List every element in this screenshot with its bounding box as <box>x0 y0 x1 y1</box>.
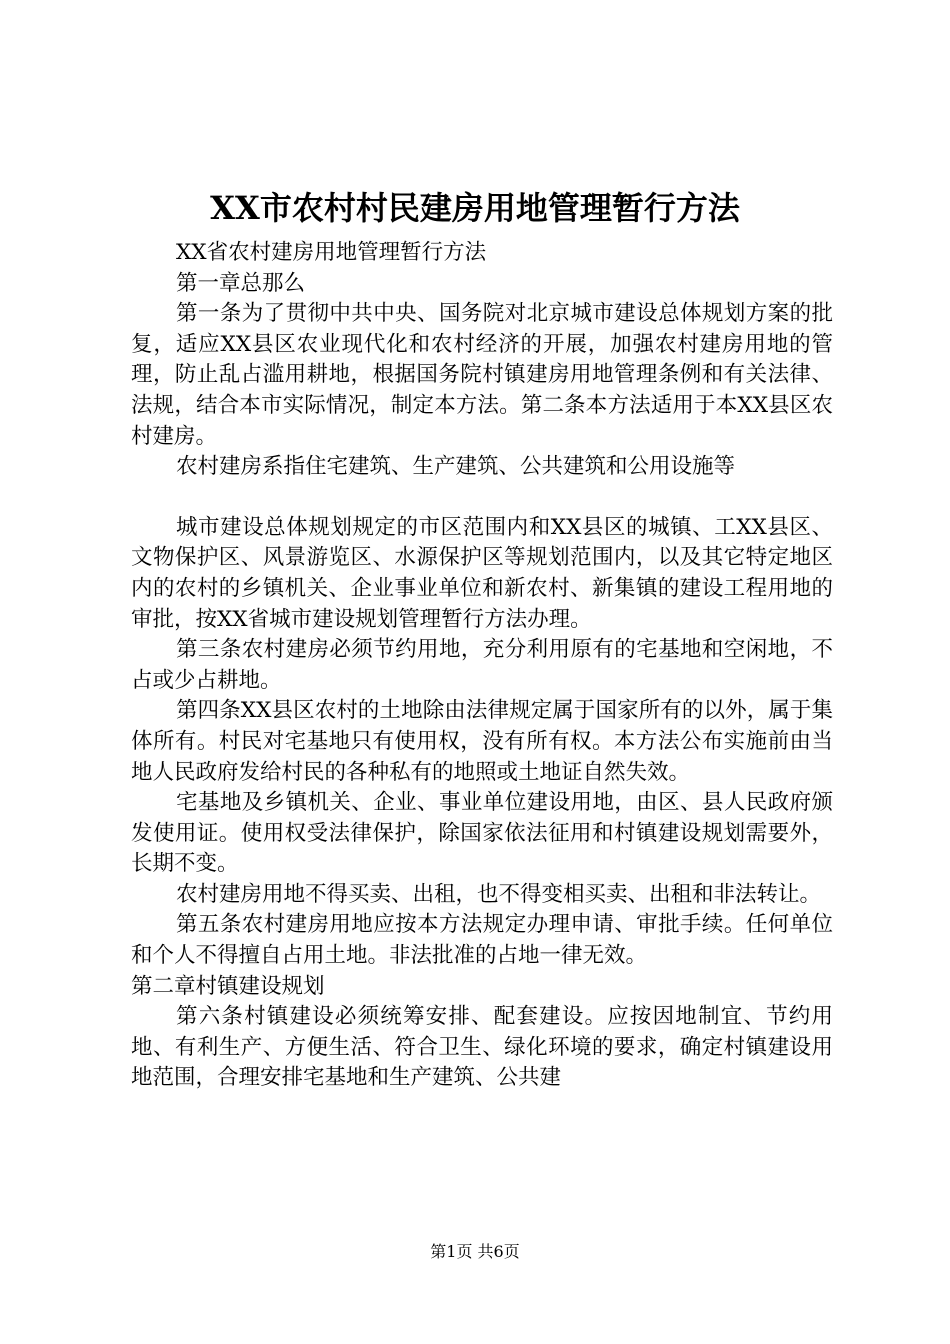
chapter-heading: 第一章总那么 <box>176 270 306 296</box>
document-title: XX市农村村民建房用地管理暂行方法 <box>210 189 740 227</box>
page-footer: 第1页 共6页 <box>430 1242 520 1261</box>
paragraph: 农村建房系指住宅建筑、生产建筑、公共建筑和公用设施等 <box>176 454 736 480</box>
paragraph: 第六条村镇建设必须统筹安排、配套建设。应按因地制宜、节约用地、有利生产、方便生活、符合卫生、绿化环境的要求，确定村镇建设用地范围，合理安排宅基地和生产建筑、公共建 <box>131 1004 833 1091</box>
paragraph: 宅基地及乡镇机关、企业、事业单位建设用地，由区、县人民政府颁发使用证。使用权受法律保护，除国家依法征用和村镇建设规划需要外，长期不变。 <box>131 790 833 877</box>
paragraph: 第五条农村建房用地应按本方法规定办理申请、审批手续。任何单位和个人不得擅自占用土地。非法批准的占地一律无效。 <box>131 912 833 969</box>
paragraph: 城市建设总体规划规定的市区范围内和XX县区的城镇、工XX县区、文物保护区、风景游览区、水源保护区等规划范围内，以及其它特定地区内的农村的乡镇机关、企业事业单位和新农村、新集镇的建设工程用地的审批，按XX省城市建设规划管理暂行方法办理。 <box>131 514 833 632</box>
paragraph: 第四条XX县区农村的土地除由法律规定属于国家所有的以外，属于集体所有。村民对宅基地只有使用权，没有所有权。本方法公布实施前由当地人民政府发给村民的各种私有的地照或土地证自然失效。 <box>131 698 833 785</box>
document-body <box>131 238 833 1094</box>
paragraph: XX省农村建房用地管理暂行方法 <box>176 240 487 265</box>
paragraph: 第一条为了贯彻中共中央、国务院对北京城市建设总体规划方案的批复，适应XX县区农业现代化和农村经济的开展，加强农村建房用地的管理，防止乱占滥用耕地，根据国务院村镇建房用地管理条例和有关法律、法规，结合本市实际情况，制定本方法。第二条本方法适用于本XX县区农村建房。 <box>131 301 833 449</box>
paragraph: 第三条农村建房必须节约用地，充分利用原有的宅基地和空闲地，不占或少占耕地。 <box>131 637 833 693</box>
chapter-heading: 第二章村镇建设规划 <box>131 973 325 999</box>
paragraph: 农村建房用地不得买卖、出租，也不得变相买卖、出租和非法转让。 <box>176 881 822 907</box>
